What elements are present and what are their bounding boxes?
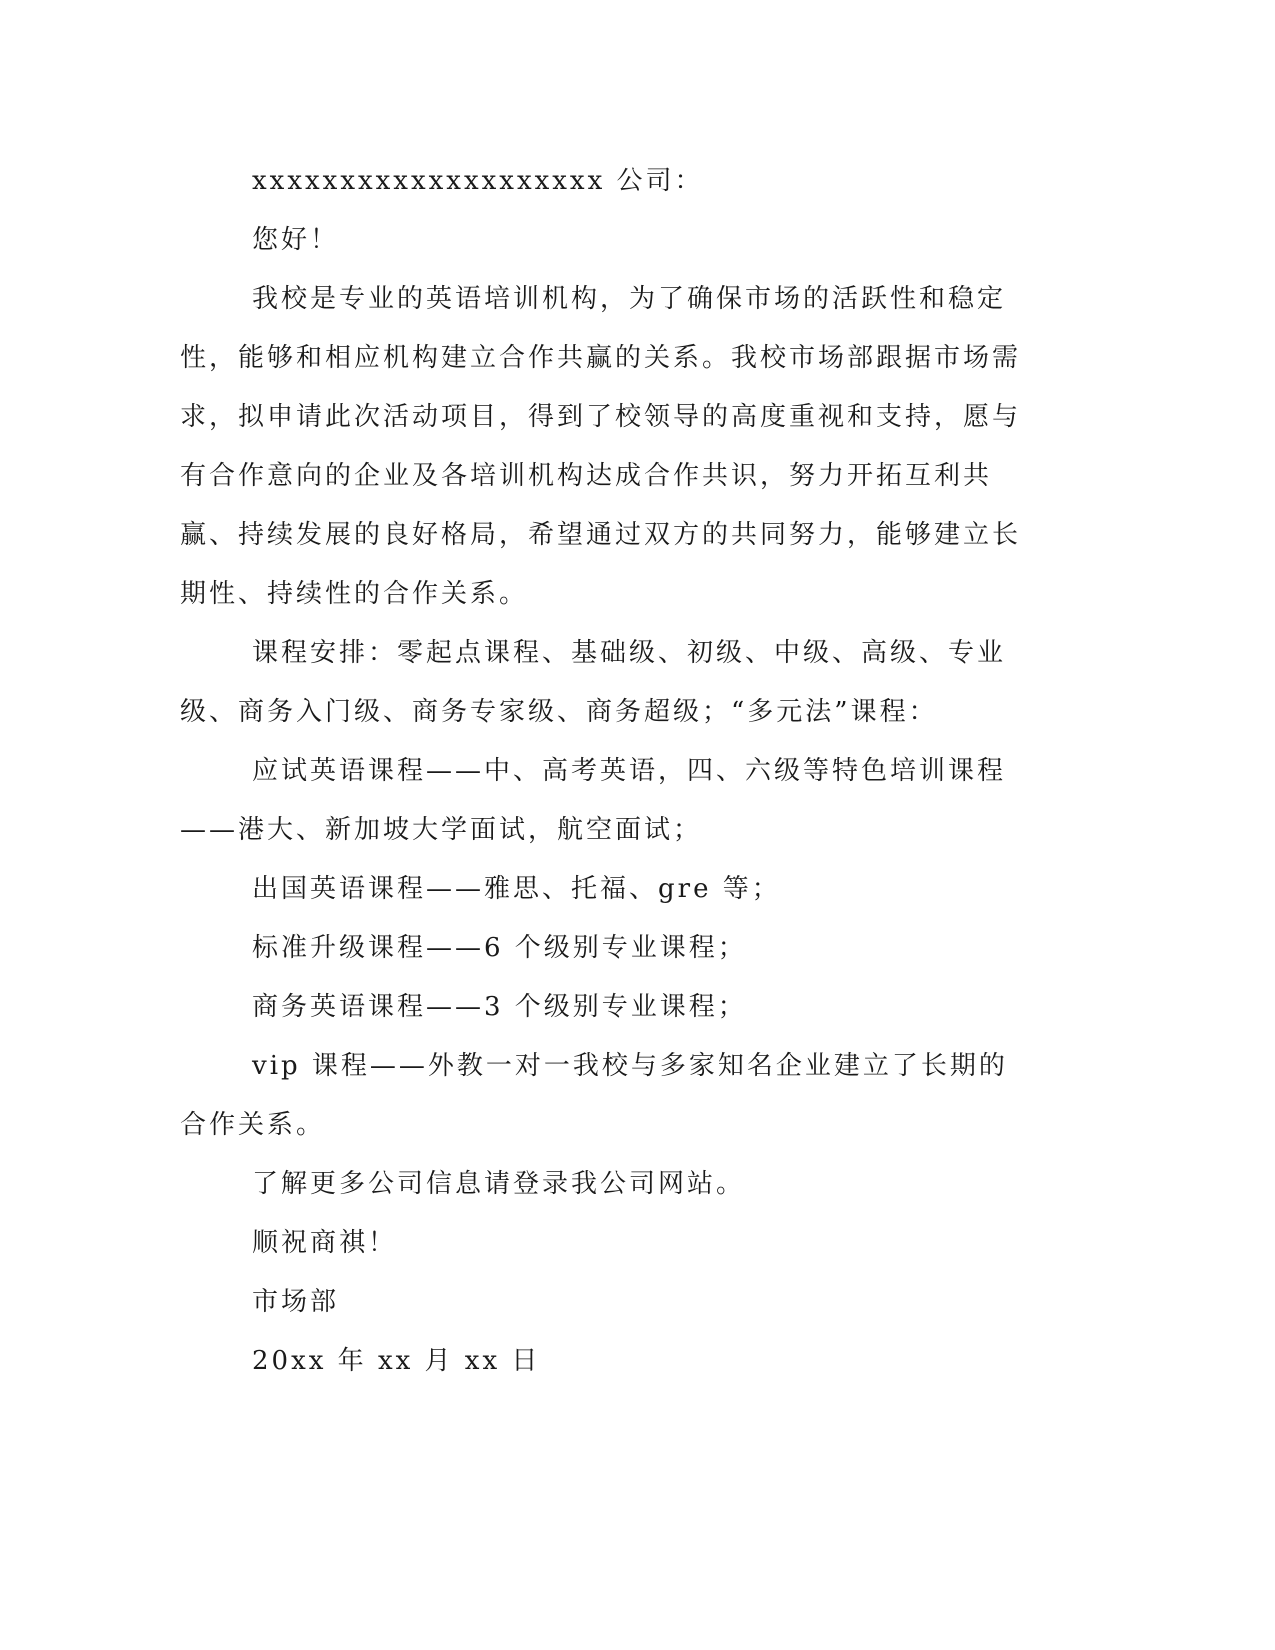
business-courses-paragraph: 商务英语课程——3 个级别专业课程； — [252, 992, 747, 1022]
letter-document — [180, 152, 1030, 1391]
signature-line: 市场部 — [252, 1287, 340, 1317]
vip-courses-paragraph: vip 课程——外教一对一我校与多家知名企业建立了长期的合作关系。 — [180, 1051, 1008, 1140]
more-info-paragraph: 了解更多公司信息请登录我公司网站。 — [252, 1169, 746, 1199]
date-line: 20xx 年 xx 月 xx 日 — [252, 1346, 541, 1376]
closing-line: 顺祝商祺！ — [252, 1228, 398, 1258]
courses-intro-paragraph: 课程安排：零起点课程、基础级、初级、中级、高级、专业级、商务入门级、商务专家级、商务超级；“多元法”课程： — [180, 638, 1007, 727]
exam-courses-paragraph: 应试英语课程——中、高考英语，四、六级等特色培训课程——港大、新加坡大学面试，航空面试； — [180, 756, 1007, 845]
standard-courses-paragraph: 标准升级课程——6 个级别专业课程； — [252, 933, 747, 963]
recipient-line: xxxxxxxxxxxxxxxxxxxx 公司： — [252, 166, 704, 196]
abroad-courses-paragraph: 出国英语课程——雅思、托福、gre 等； — [252, 874, 781, 904]
intro-paragraph: 我校是专业的英语培训机构，为了确保市场的活跃性和稳定性，能够和相应机构建立合作共赢的关系。我校市场部跟据市场需求，拟申请此次活动项目，得到了校领导的高度重视和支持，愿与有合作意向的企业及各培训机构达成合作共识，努力开拓互利共赢、持续发展的良好格局，希望通过双方的共同努力，能够建立长期性、持续性的合作关系。 — [180, 284, 1022, 609]
greeting-line: 您好！ — [252, 225, 340, 255]
